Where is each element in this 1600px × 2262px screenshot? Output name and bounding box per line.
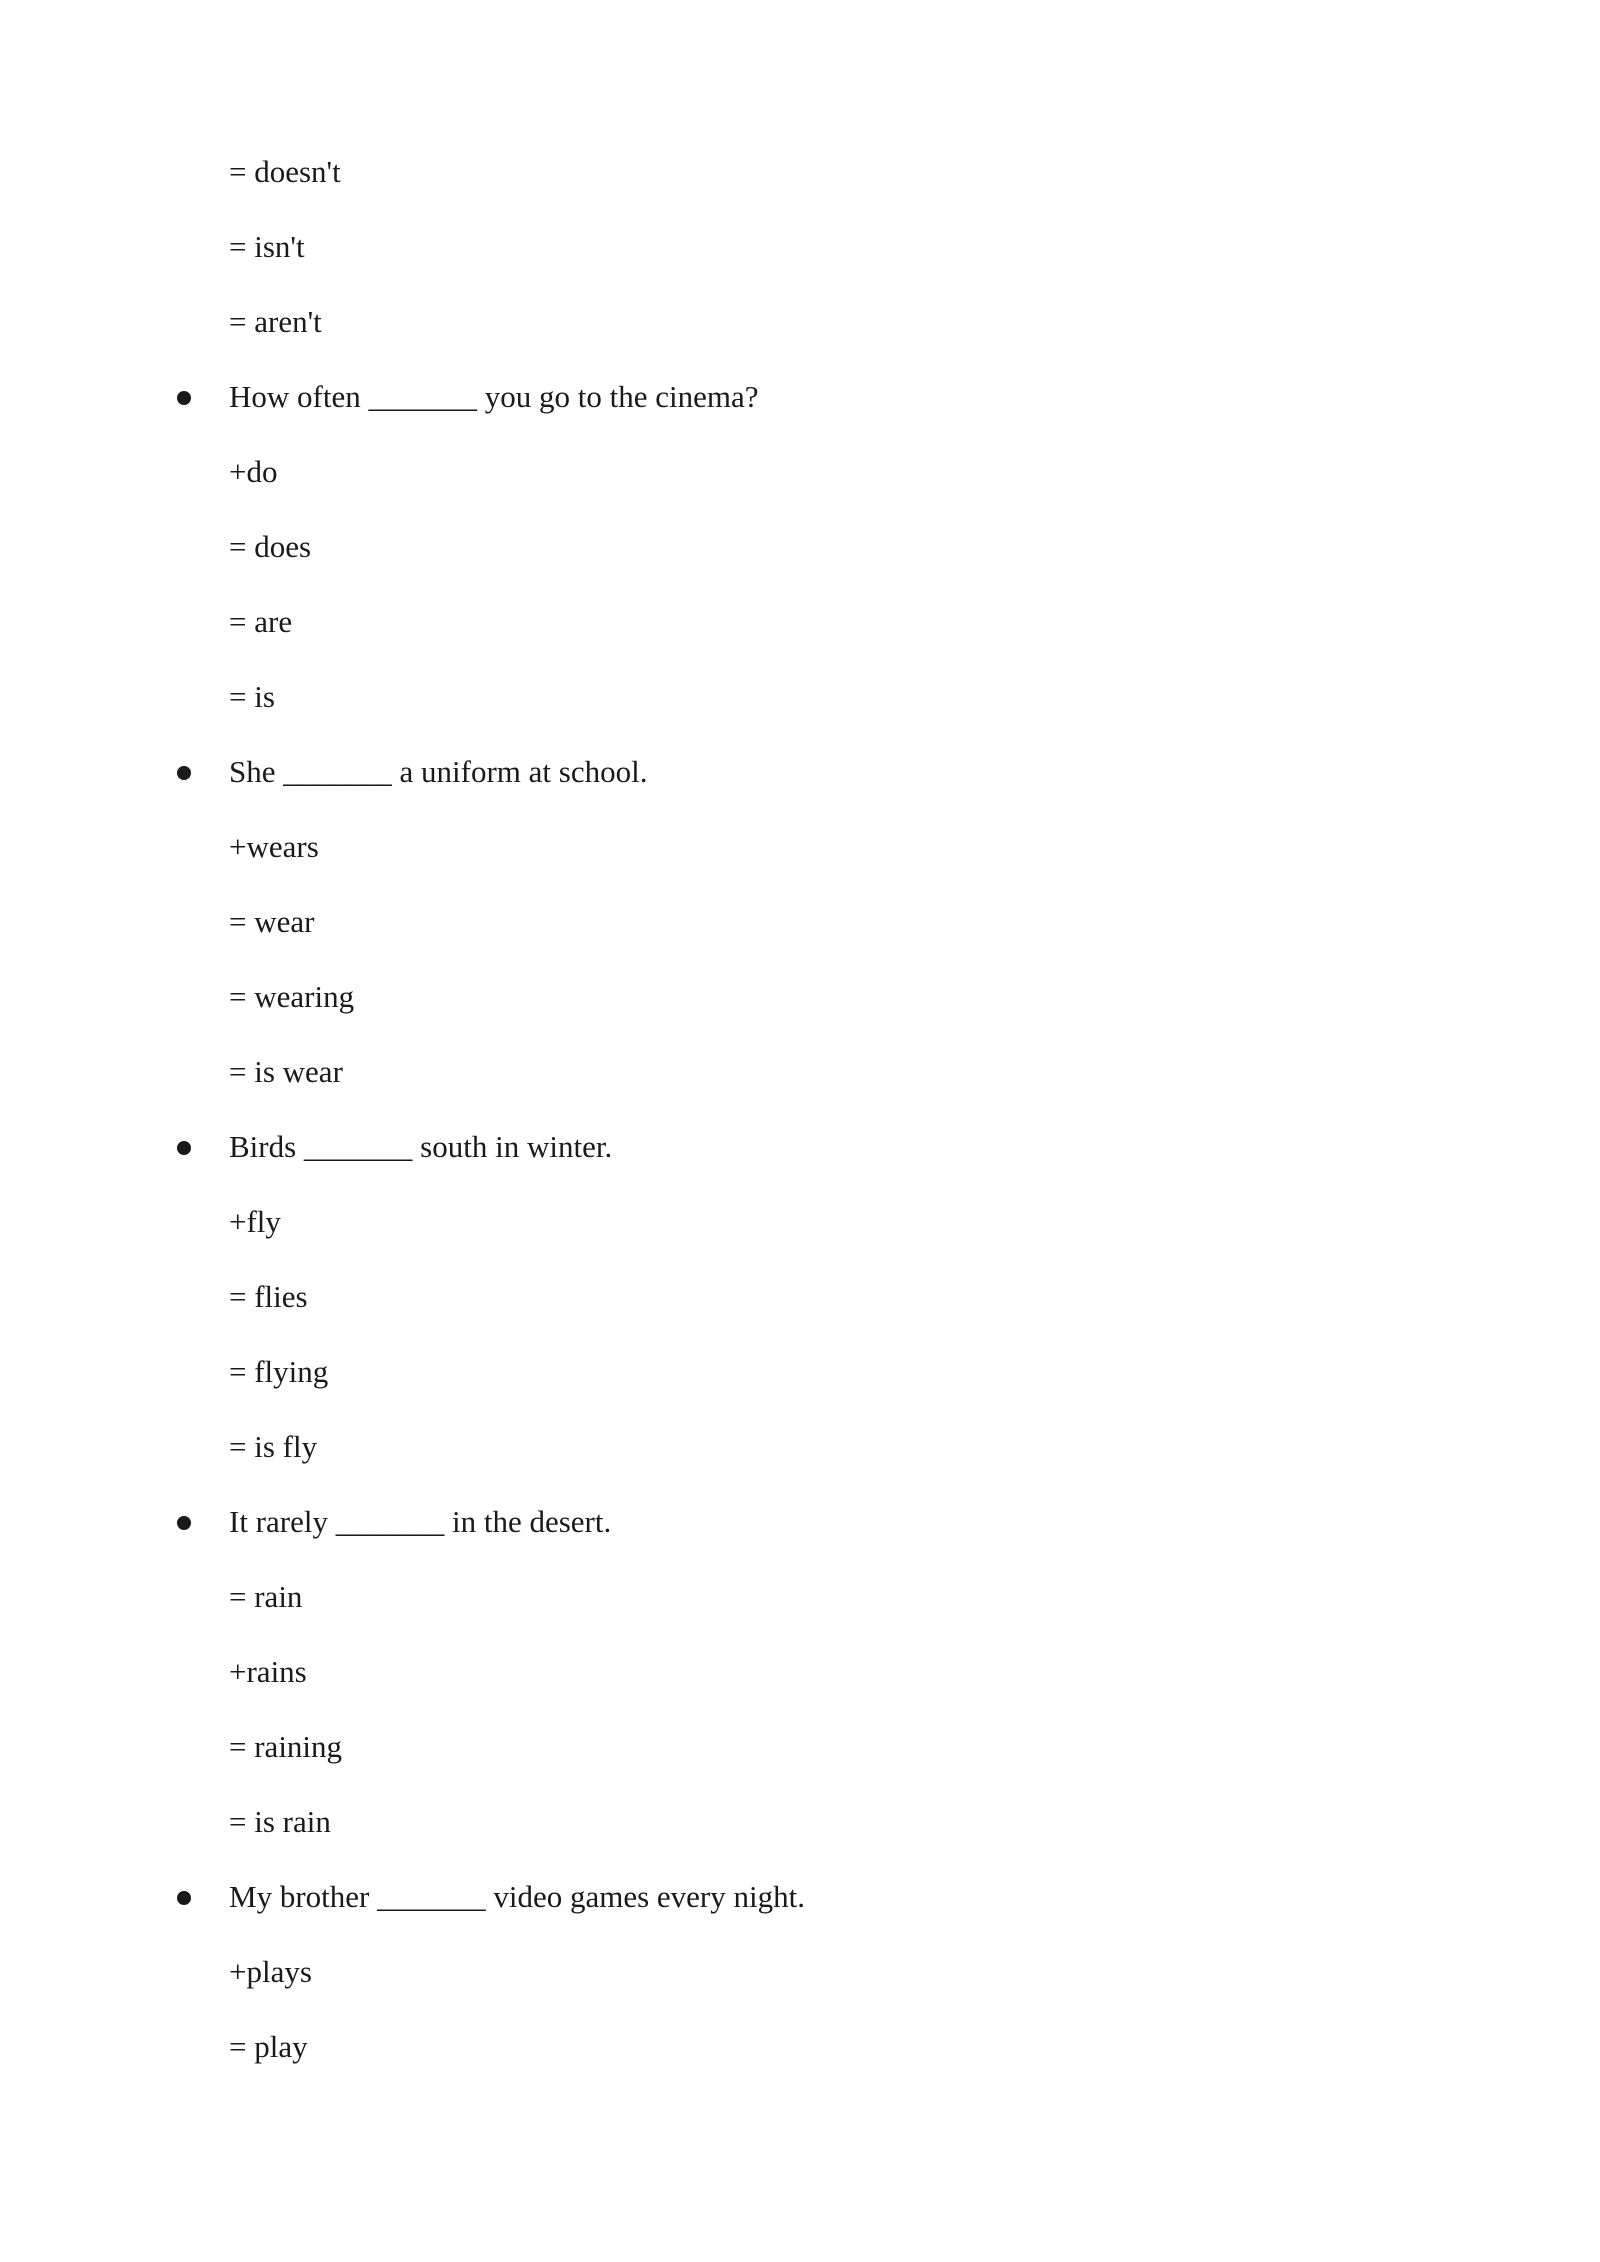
bullet-icon xyxy=(177,1141,191,1155)
option-text: = is rain xyxy=(229,1804,331,1839)
question-prompt: It rarely _______ in the desert. xyxy=(229,1504,612,1539)
option-text: = raining xyxy=(229,1729,343,1764)
option-text: +fly xyxy=(229,1204,281,1239)
bullet-icon xyxy=(177,766,191,780)
bullet-icon xyxy=(177,1891,191,1905)
option-text: +do xyxy=(229,454,278,489)
question-prompt: How often _______ you go to the cinema? xyxy=(229,379,759,414)
option-text: = aren't xyxy=(229,304,322,339)
option-text: = is fly xyxy=(229,1429,318,1464)
option-text: = doesn't xyxy=(229,154,341,189)
option-text: = is wear xyxy=(229,1054,343,1089)
bullet-icon xyxy=(177,391,191,405)
option-text: +rains xyxy=(229,1654,307,1689)
option-text: = flying xyxy=(229,1354,329,1389)
bullet-icon xyxy=(177,1516,191,1530)
option-text: = does xyxy=(229,529,312,564)
question-prompt: My brother _______ video games every night. xyxy=(229,1879,805,1914)
option-text: = rain xyxy=(229,1579,303,1614)
option-text: = play xyxy=(229,2029,308,2064)
option-text: +plays xyxy=(229,1954,312,1989)
option-text: +wears xyxy=(229,829,319,864)
option-text: = wearing xyxy=(229,979,355,1014)
question-prompt: She _______ a uniform at school. xyxy=(229,754,648,789)
option-text: = wear xyxy=(229,904,315,939)
option-text: = isn't xyxy=(229,229,305,264)
question-prompt: Birds _______ south in winter. xyxy=(229,1129,613,1164)
option-text: = is xyxy=(229,679,275,714)
option-text: = are xyxy=(229,604,293,639)
option-text: = flies xyxy=(229,1279,308,1314)
